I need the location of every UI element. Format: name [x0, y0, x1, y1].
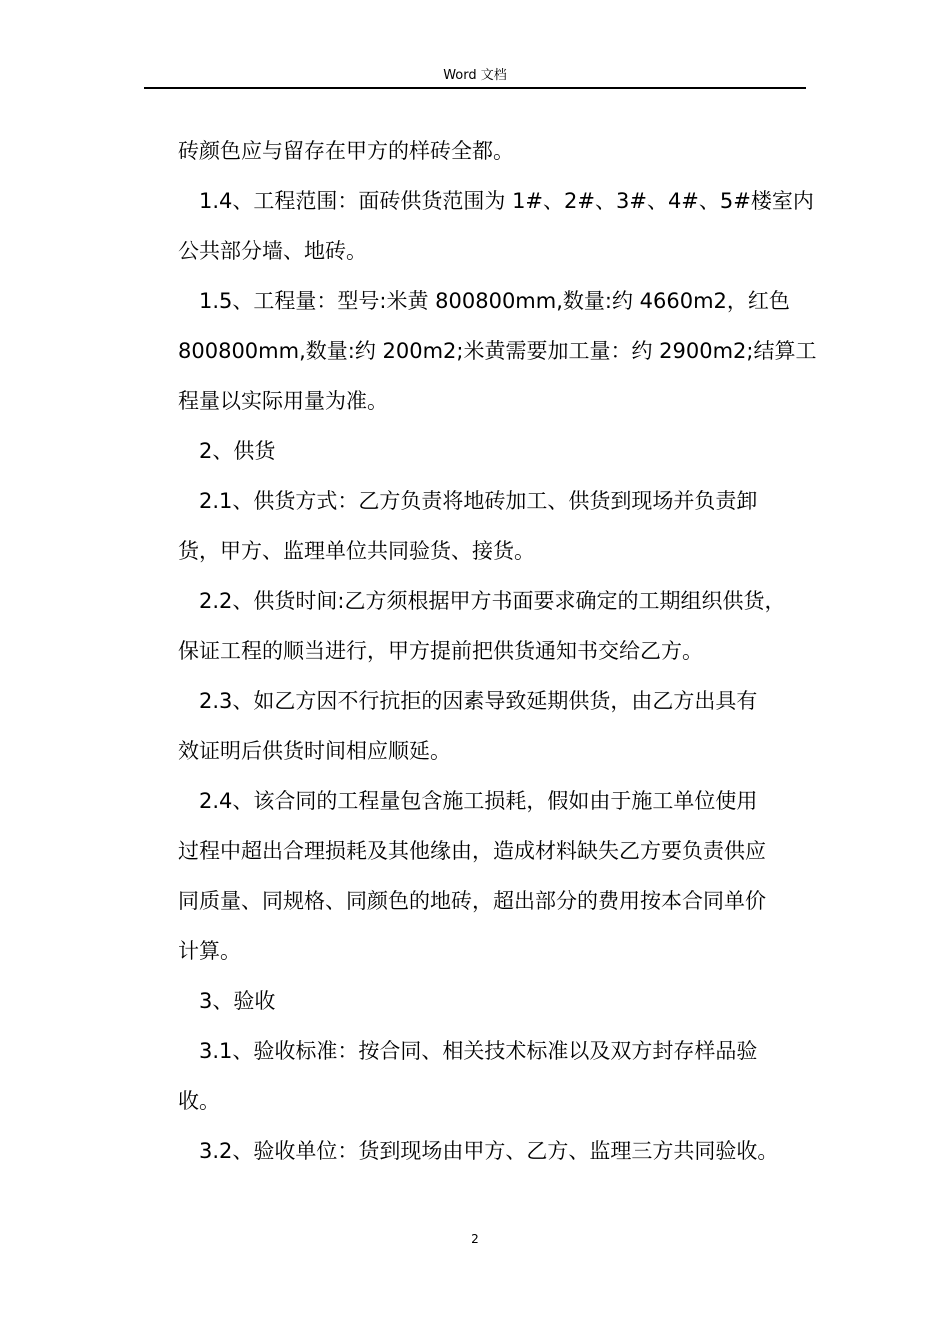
document-body — [178, 126, 817, 1176]
body-line: 3.1、验收标准：按合同、相关技术标准以及双方封存样品验 — [199, 1039, 758, 1063]
body-line: 2.3、如乙方因不行抗拒的因素导致延期供货，由乙方出具有 — [199, 689, 758, 713]
page-header-title: Word 文档 — [443, 68, 507, 83]
body-line: 同质量、同规格、同颜色的地砖，超出部分的费用按本合同单价 — [178, 889, 766, 913]
body-line: 货，甲方、监理单位共同验货、接货。 — [178, 539, 535, 563]
body-line: 800800mm,数量:约 200m2;米黄需要加工量：约 2900m2;结算工 — [178, 339, 817, 363]
section-heading: 2、供货 — [199, 439, 276, 463]
body-line: 保证工程的顺当进行，甲方提前把供货通知书交给乙方。 — [178, 639, 703, 663]
body-line: 计算。 — [178, 939, 241, 963]
body-line: 公共部分墙、地砖。 — [178, 239, 367, 263]
body-line: 1.5、工程量：型号:米黄 800800mm,数量:约 4660m2，红色 — [199, 289, 790, 313]
body-line: 砖颜色应与留存在甲方的样砖全都。 — [178, 139, 514, 163]
page-number: 2 — [471, 1232, 479, 1246]
body-line: 2.4、该合同的工程量包含施工损耗，假如由于施工单位使用 — [199, 789, 758, 813]
body-line: 过程中超出合理损耗及其他缘由，造成材料缺失乙方要负责供应 — [178, 839, 766, 863]
body-line: 收。 — [178, 1089, 220, 1113]
body-line: 效证明后供货时间相应顺延。 — [178, 739, 451, 763]
section-heading: 3、验收 — [199, 989, 276, 1013]
body-line: 2.1、供货方式：乙方负责将地砖加工、供货到现场并负责卸 — [199, 489, 758, 513]
body-line: 3.2、验收单位：货到现场由甲方、乙方、监理三方共同验收。 — [199, 1139, 779, 1163]
body-line: 程量以实际用量为准。 — [178, 389, 388, 413]
body-line: 2.2、供货时间:乙方须根据甲方书面要求确定的工期组织供货， — [199, 589, 786, 613]
body-line: 1.4、工程范围：面砖供货范围为 1#、2#、3#、4#、5#楼室内 — [199, 189, 814, 213]
header-divider — [144, 87, 806, 89]
